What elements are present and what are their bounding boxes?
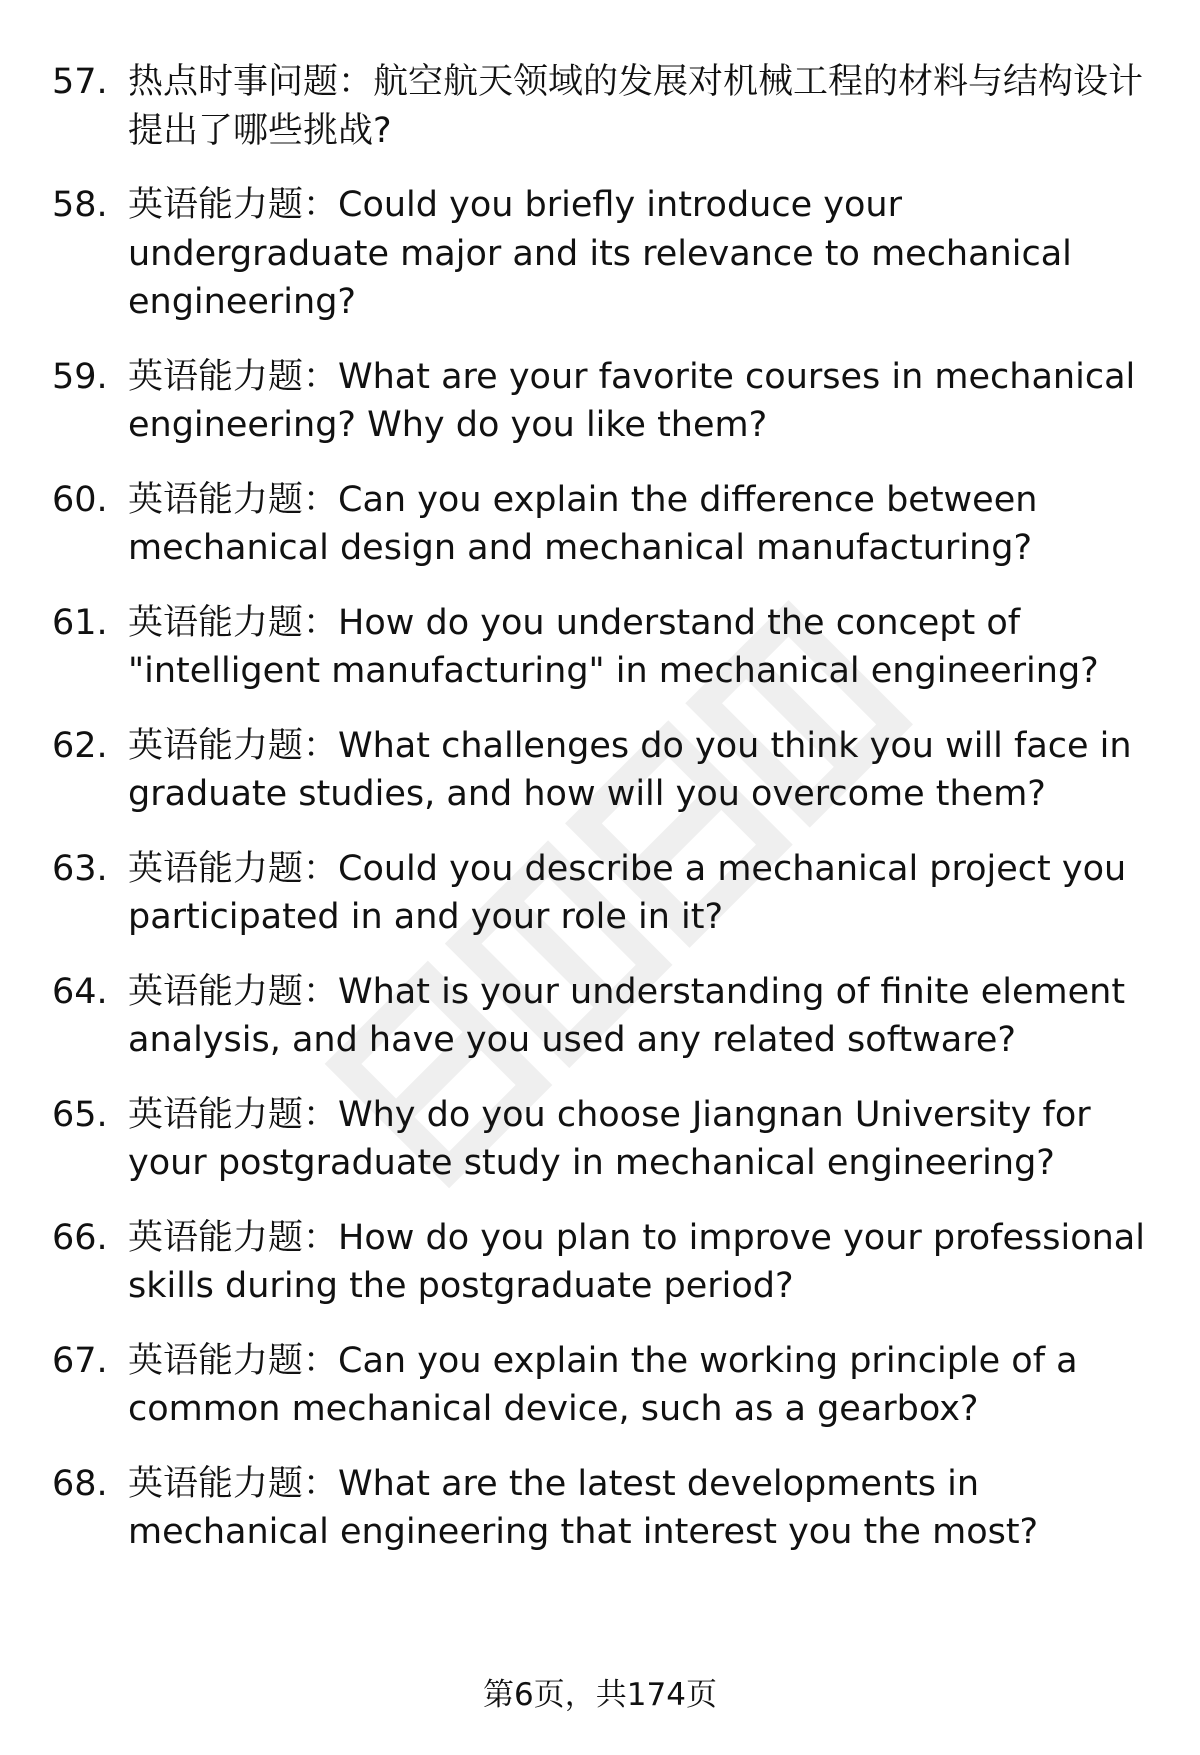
question-category: 英语能力题： [128, 185, 339, 225]
question-text: How do you understand the concept of "intelligent manufacturing" in mechanical engineering? [128, 602, 1099, 691]
question-number: 66. [52, 1217, 108, 1258]
question-text: Can you explain the working principle of a common mechanical device, such as a gearbox? [128, 1340, 1078, 1429]
question-number: 63. [52, 848, 108, 889]
question-category: 英语能力题： [128, 1340, 339, 1381]
question-item [0, 58, 1200, 155]
question-number: 68. [52, 1463, 108, 1504]
question-item [0, 1460, 1200, 1557]
question-number: 64. [52, 971, 108, 1012]
question-text: What are your favorite courses in mechanical engineering? Why do you like them? [128, 356, 1136, 445]
question-category: 英语能力题： [128, 725, 339, 766]
question-item [0, 181, 1200, 327]
question-category: 英语能力题： [128, 848, 339, 889]
question-category: 英语能力题： [128, 1463, 339, 1504]
question-text: Why do you choose Jiangnan University for your postgraduate study in mechanical engineering? [128, 1094, 1091, 1183]
question-text: What are the latest developments in mechanical engineering that interest you the most? [128, 1463, 1039, 1552]
question-number: 67. [52, 1340, 108, 1381]
question-text: What is your understanding of finite element analysis, and have you used any related software? [128, 971, 1126, 1060]
question-list [0, 58, 1200, 1557]
question-number: 58. [52, 185, 108, 225]
question-text: How do you plan to improve your professional skills during the postgraduate period? [128, 1217, 1145, 1306]
question-item [0, 968, 1200, 1065]
question-text: Could you describe a mechanical project you participated in and your role in it? [128, 848, 1127, 937]
question-item [0, 353, 1200, 450]
question-category: 热点时事问题： [128, 62, 374, 102]
question-number: 61. [52, 602, 108, 643]
question-category: 英语能力题： [128, 602, 339, 643]
question-item [0, 599, 1200, 696]
question-text: Can you explain the difference between mechanical design and mechanical manufacturing? [128, 479, 1038, 568]
question-category: 英语能力题： [128, 1094, 339, 1135]
question-number: 62. [52, 725, 108, 766]
question-category: 英语能力题： [128, 971, 339, 1012]
question-category: 英语能力题： [128, 1217, 339, 1258]
question-item [0, 1091, 1200, 1188]
question-number: 60. [52, 479, 108, 520]
question-number: 59. [52, 356, 108, 397]
question-text: What challenges do you think you will face in graduate studies, and how will you overcome them? [128, 725, 1132, 814]
question-item [0, 476, 1200, 573]
question-item [0, 1214, 1200, 1311]
question-number: 65. [52, 1094, 108, 1135]
question-number: 57. [52, 62, 108, 102]
question-item [0, 845, 1200, 942]
question-text: Could you briefly introduce your undergraduate major and its relevance to mechanical engineering? [128, 185, 1072, 322]
question-category: 英语能力题： [128, 356, 339, 397]
question-category: 英语能力题： [128, 479, 339, 520]
question-item [0, 722, 1200, 819]
question-item [0, 1337, 1200, 1434]
page-indicator: 第6页，共174页 [483, 1677, 717, 1713]
question-text: 航空航天领域的发展对机械工程的材料与结构设计提出了哪些挑战? [128, 62, 1144, 151]
